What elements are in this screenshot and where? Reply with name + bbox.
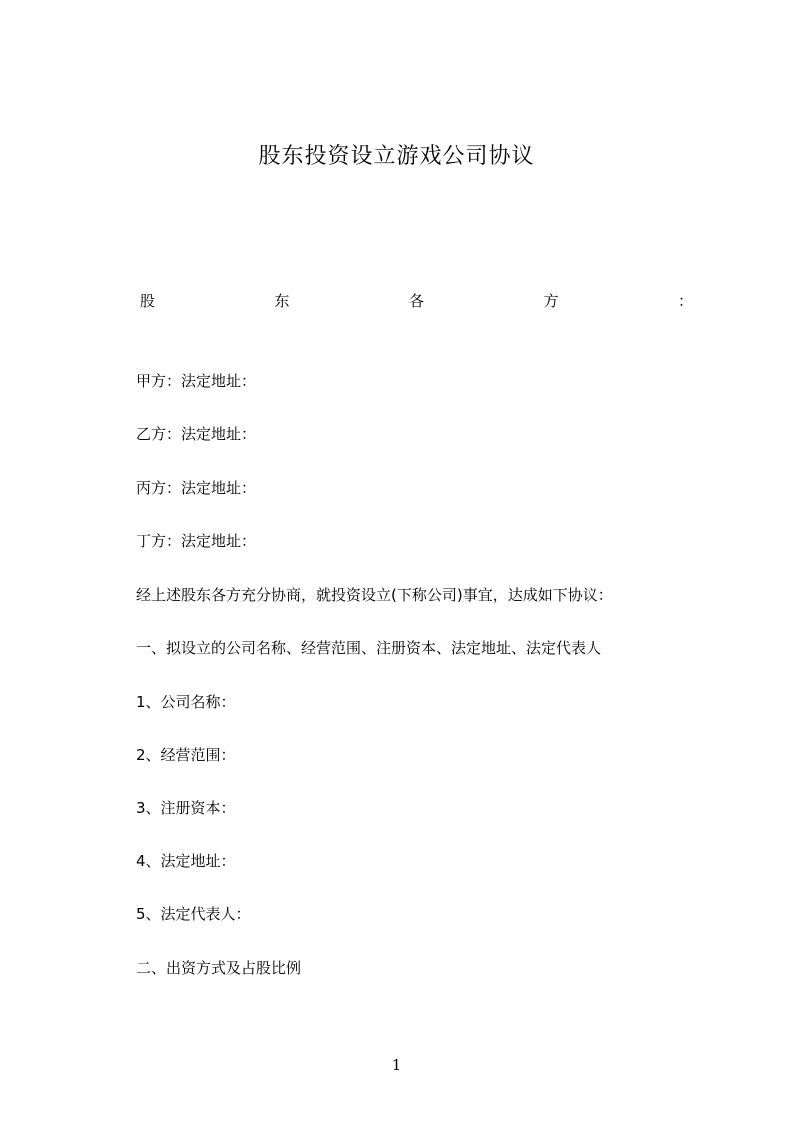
parties-heading-char: 方 xyxy=(543,292,559,310)
page-number: 1 xyxy=(391,1056,402,1074)
parties-heading xyxy=(140,290,693,312)
section-one-heading: 一、拟设立的公司名称、经营范围、注册资本、法定地址、法定代表人 xyxy=(136,639,602,657)
section-two-heading: 二、出资方式及占股比例 xyxy=(136,959,302,977)
document-title: 股东投资设立游戏公司协议 xyxy=(258,144,535,169)
registered-capital-line: 3、注册资本： xyxy=(136,799,236,817)
party-a-line: 甲方：法定地址： xyxy=(136,372,257,390)
parties-heading-char: 各 xyxy=(408,292,424,310)
agreement-intro: 经上述股东各方充分协商，就投资设立(下称公司)事宜，达成如下协议： xyxy=(136,586,613,604)
party-b-line: 乙方：法定地址： xyxy=(136,425,257,443)
company-name-line: 1、公司名称： xyxy=(136,693,236,711)
party-c-line: 丙方：法定地址： xyxy=(136,479,257,497)
business-scope-line: 2、经营范围： xyxy=(136,746,236,764)
legal-address-line: 4、法定地址： xyxy=(136,852,236,870)
legal-representative-line: 5、法定代表人： xyxy=(136,905,251,923)
party-d-line: 丁方：法定地址： xyxy=(136,532,257,550)
parties-heading-char: ： xyxy=(677,292,693,310)
parties-heading-char: 股 xyxy=(140,292,156,310)
parties-heading-char: 东 xyxy=(274,292,290,310)
